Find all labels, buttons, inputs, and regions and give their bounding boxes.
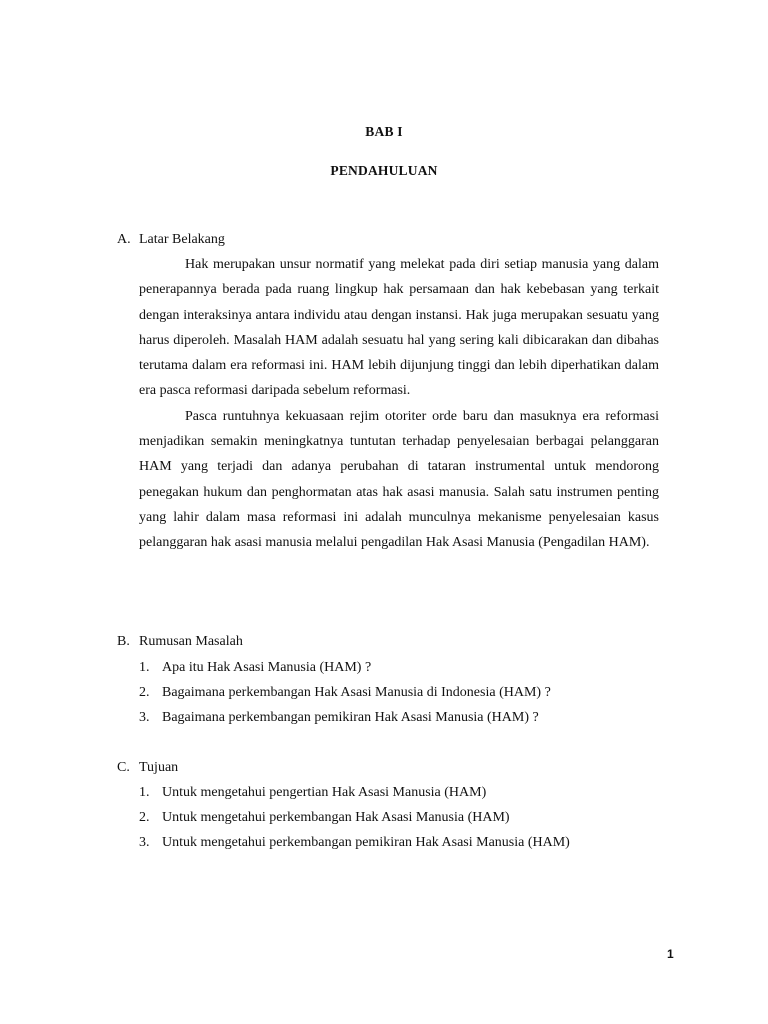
section-letter: B. — [117, 634, 130, 649]
list-text: Bagaimana perkembangan Hak Asasi Manusia di Indonesia (HAM) ? — [162, 685, 551, 700]
section-c-list — [139, 780, 570, 855]
section-letter: C. — [117, 760, 130, 775]
section-b-list — [139, 655, 551, 730]
section-c-heading — [117, 759, 178, 777]
list-text: Untuk mengetahui perkembangan Hak Asasi Manusia (HAM) — [162, 810, 510, 825]
section-letter: A. — [117, 232, 131, 247]
list-text: Bagaimana perkembangan pemikiran Hak Asasi Manusia (HAM) ? — [162, 710, 539, 725]
list-number: 2. — [139, 810, 150, 825]
page-number: 1 — [667, 947, 674, 961]
list-number: 3. — [139, 710, 150, 725]
list-item — [139, 655, 551, 680]
list-number: 3. — [139, 835, 150, 850]
list-number: 2. — [139, 685, 150, 700]
chapter-title: PENDAHULUAN — [330, 163, 438, 178]
list-text: Untuk mengetahui pengertian Hak Asasi Manusia (HAM) — [162, 785, 487, 800]
list-number: 1. — [139, 660, 150, 675]
section-a-heading — [117, 231, 225, 249]
list-item — [139, 805, 570, 830]
list-item — [139, 705, 551, 730]
section-title: Latar Belakang — [139, 232, 225, 247]
list-item — [139, 680, 551, 705]
section-title: Tujuan — [139, 760, 179, 775]
section-title: Rumusan Masalah — [139, 634, 243, 649]
section-a-body — [139, 252, 659, 556]
list-number: 1. — [139, 785, 150, 800]
list-text: Untuk mengetahui perkembangan pemikiran Hak Asasi Manusia (HAM) — [162, 835, 570, 850]
list-item — [139, 780, 570, 805]
chapter-label: BAB I — [365, 124, 403, 139]
paragraph: Hak merupakan unsur normatif yang melekat pada diri setiap manusia yang dalam penerapannya berada pada ruang lingkup hak persamaan dan hak kebebasan yang terkait dengan interaksinya antara individu atau dengan instansi. Hak juga merupakan sesuatu yang harus diperoleh. Masalah HAM adalah sesuatu hal yang sering kali dibicarakan dan dibahas terutama dalam era reformasi ini. HAM lebih dijunjung tinggi dan lebih diperhatikan dalam era pasca reformasi daripada sebelum reformasi. — [139, 257, 659, 399]
list-text: Apa itu Hak Asasi Manusia (HAM) ? — [162, 660, 372, 675]
list-item — [139, 830, 570, 855]
section-b-heading — [117, 633, 243, 651]
paragraph: Pasca runtuhnya kekuasaan rejim otoriter orde baru dan masuknya era reformasi menjadikan semakin meningkatnya tuntutan terhadap penyelesaian berbagai pelanggaran HAM yang terjadi dan adanya perubahan di tataran instrumental untuk mendorong penegakan hukum dan penghormatan atas hak asasi manusia. Salah satu instrumen penting yang lahir dalam masa reformasi ini adalah munculnya mekanisme penyelesaian kasus pelanggaran hak asasi manusia melalui pengadilan Hak Asasi Manusia (Pengadilan HAM). — [139, 408, 659, 551]
